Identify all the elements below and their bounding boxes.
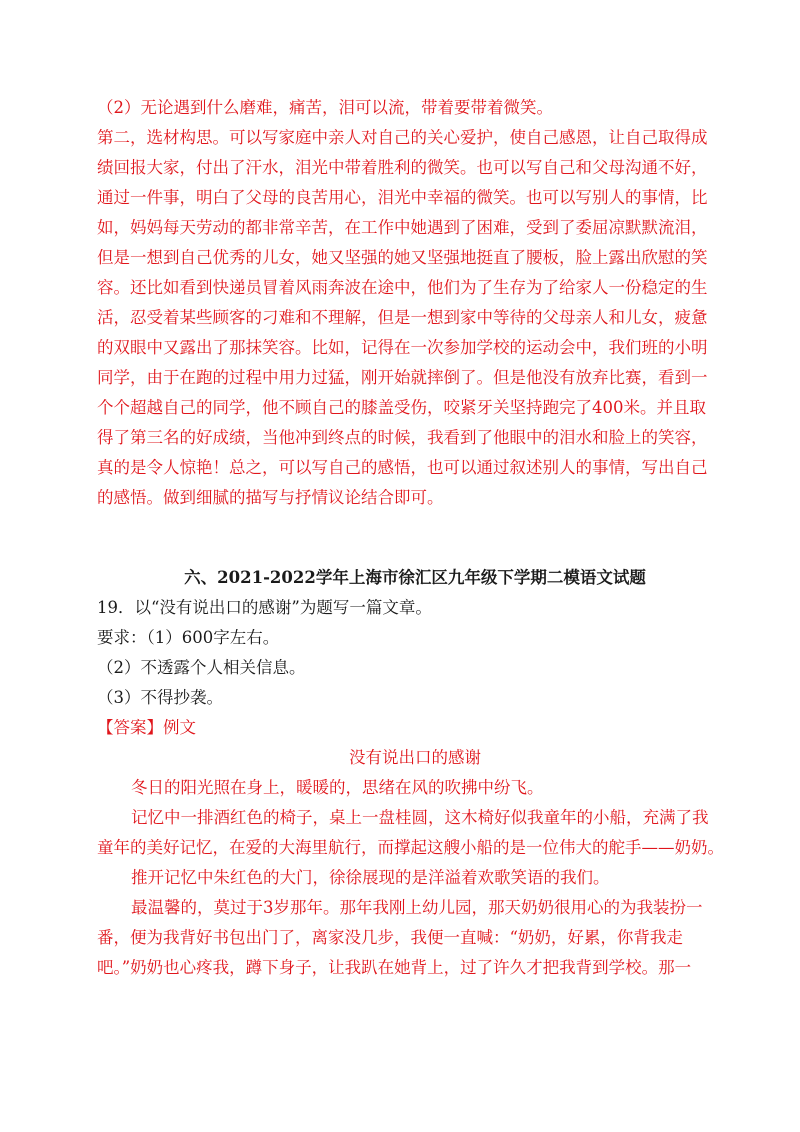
essay-line-3: 童年的美好记忆，在爱的大海里航行，而撑起这艘小船的是一位伟大的舵手——奶奶。 bbox=[97, 838, 724, 857]
requirement-2: （2）不透露个人相关信息。 bbox=[97, 658, 306, 677]
answer-line-5: 如，妈妈每天劳动的都非常辛苦，在工作中她遇到了困难，受到了委屈凉默默流泪， bbox=[97, 218, 708, 237]
answer-line-2: 第二，选材构思。可以写家庭中亲人对自己的关心爱护，使自己感恩，让自己取得成 bbox=[97, 128, 708, 147]
answer-line-3: 绩回报大家，付出了汗水，泪光中带着胜利的微笑。也可以写自己和父母沟通不好， bbox=[97, 158, 708, 177]
essay-title: 没有说出口的感谢 bbox=[349, 748, 481, 767]
answer-line-1: （2）无论遇到什么磨难，痛苦，泪可以流，带着要带着微笑。 bbox=[97, 98, 553, 117]
requirement-3: （3）不得抄袭。 bbox=[97, 688, 223, 707]
answer-line-14: 的感悟。做到细腻的描写与抒情议论结合即可。 bbox=[97, 488, 444, 507]
essay-line-6: 番，便为我背好书包出门了，离家没几步，我便一直喊：“奶奶，好累，你背我走 bbox=[97, 928, 683, 947]
answer-line-13: 真的是令人惊艳！总之，可以写自己的感悟，也可以通过叙述别人的事情，写出自己 bbox=[97, 458, 708, 477]
section-heading: 六、2021-2022学年上海市徐汇区九年级下学期二模语文试题 bbox=[184, 568, 646, 587]
answer-line-6: 但是一想到自己优秀的儿女，她又坚强的她又坚强地挺直了腰板，脸上露出欣慰的笑 bbox=[97, 248, 708, 267]
essay-line-7: 吧。”奶奶也心疼我，蹲下身子，让我趴在她背上，过了许久才把我背到学校。那一 bbox=[97, 958, 692, 977]
essay-line-1: 冬日的阳光照在身上，暖暖的，思绪在风的吹拂中纷飞。 bbox=[131, 778, 544, 797]
essay-line-5: 最温馨的，莫过于3岁那年。那年我刚上幼儿园，那天奶奶很用心的为我装扮一 bbox=[131, 898, 703, 917]
essay-line-2: 记忆中一排酒红色的椅子，桌上一盘桂圆，这木椅好似我童年的小船，充满了我 bbox=[131, 808, 709, 827]
requirement-1: 要求：（1）600字左右。 bbox=[97, 628, 280, 647]
answer-line-7: 容。还比如看到快递员冒着风雨奔波在途中，他们为了生存为了给家人一份稳定的生 bbox=[97, 278, 708, 297]
essay-line-4: 推开记忆中朱红色的大门，徐徐展现的是洋溢着欢歌笑语的我们。 bbox=[131, 868, 610, 887]
answer-label: 【答案】例文 bbox=[97, 718, 196, 737]
answer-line-8: 活，忍受着某些顾客的刁难和不理解，但是一想到家中等待的父母亲人和儿女，疲惫 bbox=[97, 308, 708, 327]
question-text: 19．以“没有说出口的感谢”为题写一篇文章。 bbox=[97, 598, 432, 617]
answer-line-9: 的双眼中又露出了那抹笑容。比如，记得在一次参加学校的运动会中，我们班的小明 bbox=[97, 338, 708, 357]
answer-line-4: 通过一件事，明白了父母的良苦用心，泪光中幸福的微笑。也可以写别人的事情，比 bbox=[97, 188, 708, 207]
answer-line-12: 得了第三名的好成绩，当他冲到终点的时候，我看到了他眼中的泪水和脸上的笑容， bbox=[97, 428, 708, 447]
answer-line-10: 同学，由于在跑的过程中用力过猛，刚开始就摔倒了。但是他没有放弃比赛，看到一 bbox=[97, 368, 708, 387]
answer-line-11: 个个超越自己的同学，他不顾自己的膝盖受伤，咬紧牙关坚持跑完了400米。并且取 bbox=[97, 398, 706, 417]
